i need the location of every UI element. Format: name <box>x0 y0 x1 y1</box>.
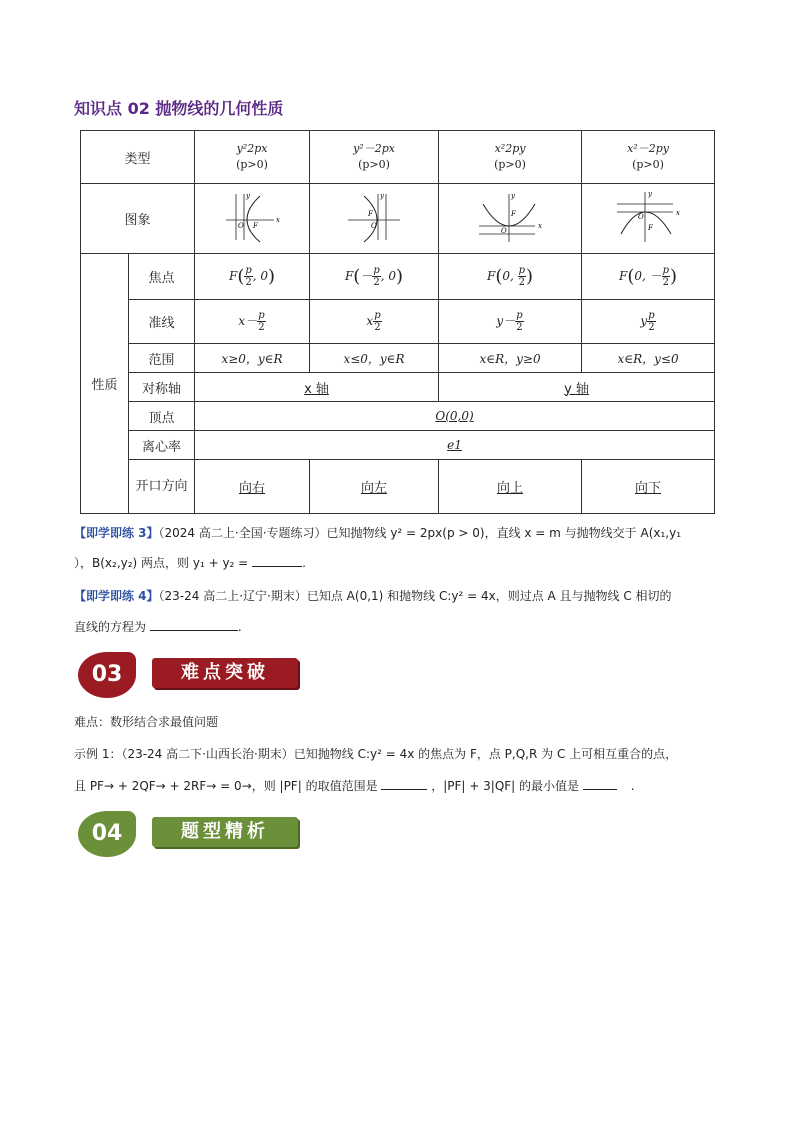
axis-label-y: y <box>246 192 250 200</box>
table-row-vertex <box>81 402 715 431</box>
parabola-left-graph <box>344 190 404 244</box>
table-row-focus <box>81 254 715 300</box>
section-03-badge: 03 <box>78 652 136 698</box>
type-equation: y²2px <box>236 142 268 155</box>
graph-cell <box>310 184 439 254</box>
type-condition: (p>0) <box>494 158 526 171</box>
origin-label: O <box>501 227 507 235</box>
parabola-right-graph <box>222 190 282 244</box>
practice-4-tag: 【即学即练 4】 <box>74 589 159 603</box>
parabola-properties-table <box>80 130 715 514</box>
opening-cell: 向右 <box>195 460 310 514</box>
eccentricity-cell: e1 <box>195 431 715 460</box>
period: . <box>302 556 306 570</box>
table-row-graphs <box>81 184 715 254</box>
practice-4-line-1 <box>74 587 672 605</box>
type-equation: x²－2py <box>627 142 669 155</box>
focus-label: F <box>253 222 258 230</box>
origin-label: O <box>238 222 244 230</box>
opening-cell: 向下 <box>582 460 715 514</box>
type-condition: (p>0) <box>358 158 390 171</box>
directrix-cell: x－ $\frac{p}{2}$ <box>195 300 310 344</box>
focus-cell: F(0, － $\frac{p}{2}$ ) <box>582 254 715 300</box>
section-title: 知识点 02 抛物线的几何性质 <box>74 99 284 118</box>
practice-3-source: （2024 高二上·全国·专题练习） <box>158 526 327 540</box>
type-equation: x²2py <box>494 142 526 155</box>
answer-blank[interactable] <box>150 630 238 631</box>
directrix-cell: y－ $\frac{p}{2}$ <box>439 300 582 344</box>
practice-3-tag: 【即学即练 3】 <box>74 526 159 540</box>
example-1-text: 且 PF→ + 2QF→ + 2RF→ = 0→，则 |PF| 的取值范围是 <box>74 779 378 793</box>
graph-cell <box>582 184 715 254</box>
example-1-line-1: 示例 1：（23-24 高二下·山西长治·期末）已知抛物线 C:y² = 4x 的焦点为 F，点 P,Q,R 为 C 上可相互重合的点， <box>74 747 678 761</box>
example-1-line-2 <box>74 777 635 795</box>
period: . <box>237 620 242 634</box>
axis-cell: y 轴 <box>439 373 715 402</box>
focus-label: 焦点 <box>129 254 195 300</box>
axis-cell: x 轴 <box>195 373 439 402</box>
table-row-eccentricity <box>81 431 715 460</box>
focus-label: F <box>368 210 373 218</box>
type-condition: (p>0) <box>632 158 664 171</box>
focus-label: F <box>648 224 653 232</box>
axis-label-x: x <box>676 209 680 217</box>
section-03-title: 难点突破 <box>152 658 298 688</box>
type-condition: (p>0) <box>236 158 268 171</box>
axis-label-x: x <box>276 216 280 224</box>
properties-label: 性质 <box>81 254 129 514</box>
answer-blank[interactable] <box>252 566 302 567</box>
directrix-label: 准线 <box>129 300 195 344</box>
answer-blank[interactable] <box>381 789 427 790</box>
directrix-cell: y $\frac{p}{2}$ <box>582 300 715 344</box>
range-cell: x≥0，y∈R <box>195 344 310 373</box>
type-cell <box>195 131 310 184</box>
focus-cell: F(0, $\frac{p}{2}$ ) <box>439 254 582 300</box>
table-row-opening <box>81 460 715 514</box>
focus-cell: F(－ $\frac{p}{2}$ , 0) <box>310 254 439 300</box>
type-cell <box>582 131 715 184</box>
vertex-cell: O(0,0) <box>195 402 715 431</box>
range-cell: x≤0，y∈R <box>310 344 439 373</box>
image-label: 图象 <box>81 184 195 254</box>
difficulty-text: 难点：数形结合求最值问题 <box>74 715 219 729</box>
practice-4-text: 已知点 A(0,1) 和抛物线 C:y² = 4x，则过点 A 且与抛物线 C 相切的 <box>306 589 672 603</box>
origin-label: O <box>638 213 644 221</box>
type-equation: y²－2px <box>353 142 395 155</box>
type-cell <box>310 131 439 184</box>
table-row-types <box>81 131 715 184</box>
origin-label: O <box>371 222 377 230</box>
section-04-badge: 04 <box>78 811 136 857</box>
axis-label: 对称轴 <box>129 373 195 402</box>
table-row-axis <box>81 373 715 402</box>
eccentricity-label: 离心率 <box>129 431 195 460</box>
range-label: 范围 <box>129 344 195 373</box>
range-cell: x∈R，y≤0 <box>582 344 715 373</box>
opening-cell: 向上 <box>439 460 582 514</box>
practice-3-text: ），B(x₂,y₂) 两点，则 y₁ + y₂ = <box>74 556 249 570</box>
practice-3-line-2 <box>74 554 306 572</box>
axis-label-y: y <box>380 192 384 200</box>
practice-4-text: 直线的方程为 <box>74 620 147 634</box>
focus-label: F <box>511 210 516 218</box>
practice-4-line-2 <box>74 618 242 636</box>
practice-4-source: （23-24 高二上·辽宁·期末） <box>158 589 307 603</box>
axis-label-x: x <box>538 222 542 230</box>
directrix-cell: x $\frac{p}{2}$ <box>310 300 439 344</box>
parabola-down-graph <box>613 190 683 244</box>
type-label: 类型 <box>81 131 195 184</box>
opening-cell: 向左 <box>310 460 439 514</box>
range-cell: x∈R，y≥0 <box>439 344 582 373</box>
answer-blank[interactable] <box>583 789 617 790</box>
axis-label-y: y <box>648 190 652 198</box>
axis-label-y: y <box>511 192 515 200</box>
table-row-range <box>81 344 715 373</box>
graph-cell <box>195 184 310 254</box>
practice-3-line-1 <box>74 524 681 542</box>
vertex-label: 顶点 <box>129 402 195 431</box>
opening-label: 开口方向 <box>129 460 195 514</box>
section-04-title: 题型精析 <box>152 817 298 847</box>
graph-cell <box>439 184 582 254</box>
table-row-directrix <box>81 300 715 344</box>
focus-cell: F( $\frac{p}{2}$ , 0) <box>195 254 310 300</box>
practice-3-text: 已知抛物线 y² = 2px(p > 0)，直线 x = m 与抛物线交于 A(x₁,y₁ <box>326 526 682 540</box>
type-cell <box>439 131 582 184</box>
parabola-up-graph <box>475 190 545 244</box>
example-1-text: ，|PF| + 3|QF| 的最小值是 <box>431 779 580 793</box>
period: . <box>630 779 635 793</box>
